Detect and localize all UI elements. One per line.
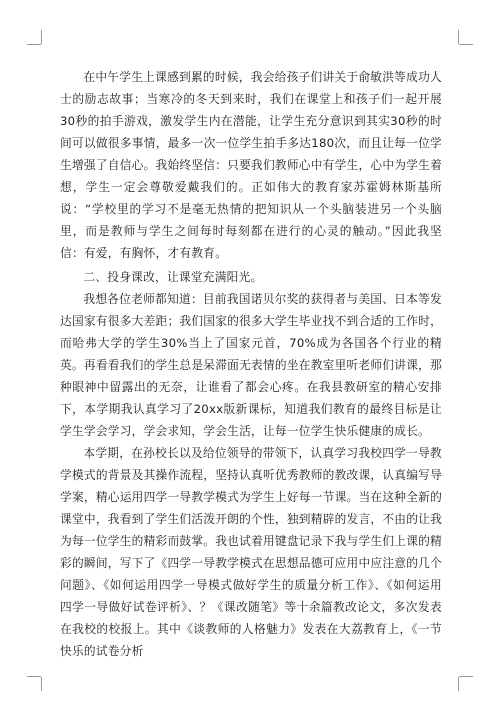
section-heading-curriculum-reform: 二、投身课改，让课堂充满阳光。 xyxy=(83,270,263,284)
document-body xyxy=(60,66,442,662)
paragraph-love-education: 在中午学生上课感到累的时候，我会给孩子们讲关于俞敏洪等成功人士的励志故事；当寒冷的冬天到来时，我们在课堂上和孩子们一起开展30秒的拍手游戏，激发学生内在潜能，让学生充分意识到其实30秒的时间可以做很多事情，最多一次一位学生拍手多达180次，而且让每一位学生增强了自信心。我始终坚信：只要我们教师心中有学生，心中为学生着想，学生一定会尊敬爱戴我们的。正如伟大的教育家苏霍姆林斯基所说：“学校里的学习不是毫无热情的把知识从一个头脑装进另一个头脑里，而是教师与学生之间每时每刻都在进行的心灵的触动。”因此我坚信：有爱，有胸怀，才有教育。 xyxy=(60,70,443,260)
paragraph-teaching-model: 本学期，在孙校长以及给位领导的带领下，认真学习我校四学一导教学模式的背景及其操作流程，坚持认真听优秀教师的教改课，认真编写导学案，精心运用四学一导教学模式为学生上好每一节课。当在这种全新的课堂中，我看到了学生们活泼开朗的个性，独到精辟的发言，不由的让我为每一位学生的精彩而鼓掌。我也试着用键盘记录下我与学生们上课的精彩的瞬间，写下了《四学一导教学模式在思想品德可应用中应注意的几个问题》、《如何运用四学一导模式做好学生的质量分析工作》、《如何运用四学一导做好试卷评析》、？《课改随笔》等十余篇教改论文，多次发表在我校的校报上。其中《谈教师的人格魅力》发表在大荔教育上，《一节快乐的试卷分析 xyxy=(60,446,443,658)
paragraph-new-curriculum: 我想各位老师都知道：目前我国诺贝尔奖的获得者与美国、日本等发达国家有很多大差距；我们国家的很多大学生毕业找不到合适的工作时，而哈弗大学的学生30%当上了国家元首，70%成为各国各个行业的精英。再看看我们的学生总是呆滞面无表情的坐在教室里听老师们讲课，那种眼神中留露出的无奈，让谁看了都会心疼。在我县教研室的精心安排下，本学期我认真学习了20xx版新课标，知道我们教育的最终目标是让学生学会学习，学会求知，学会生活，让每一位学生快乐健康的成长。 xyxy=(60,292,443,438)
